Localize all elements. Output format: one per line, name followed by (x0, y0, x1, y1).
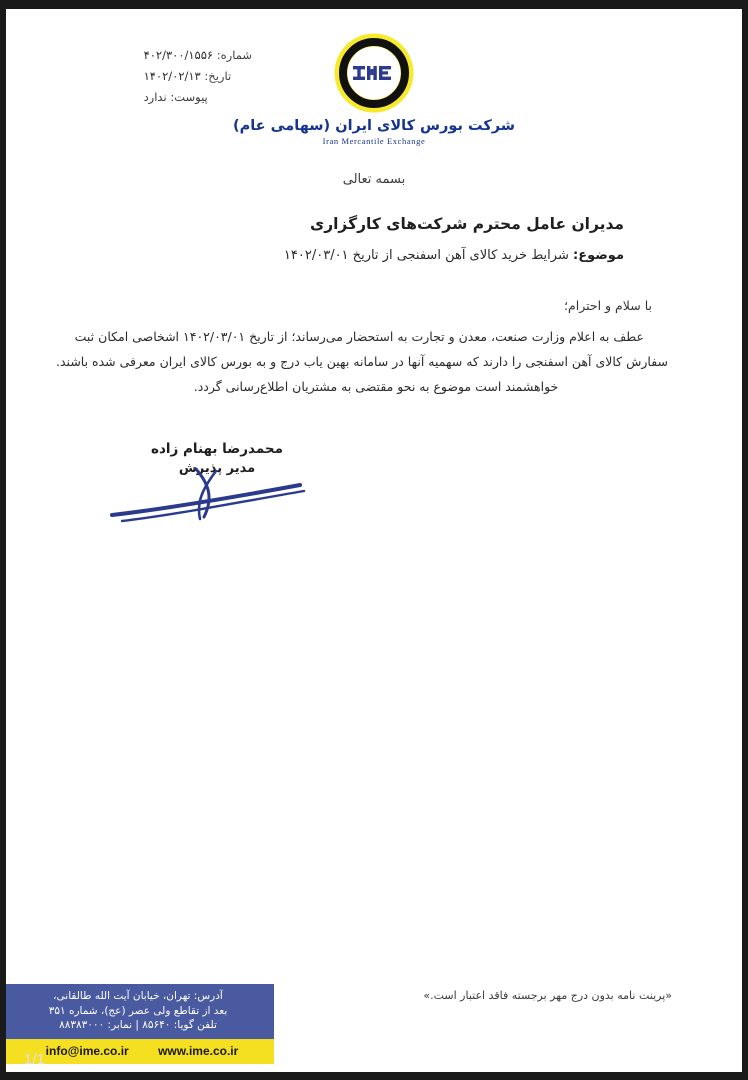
addressee-line: مدیران عامل محترم شرکت‌های کارگزاری (309, 215, 624, 233)
phone-fax-line: تلفن گویا: ۸۵۶۴۰ | نمابر: ۸۸۳۸۳۰۰۰ (59, 1019, 217, 1031)
subject-value: شرایط خرید کالای آهن اسفنجی از تاریخ ۱۴۰۲/۰۳/۰۱ (283, 248, 569, 263)
subject-label: موضوع: (573, 248, 624, 263)
footer-address (6, 984, 274, 1039)
body-line: خواهشمند است موضوع به نحو مقتضی به مشتریان اطلاع‌رسانی گردد. (193, 379, 559, 394)
subject-line (284, 248, 624, 263)
signature-block (112, 439, 322, 479)
footer-email[interactable]: info@ime.co.ir (45, 1043, 129, 1058)
ime-ring-icon (332, 31, 416, 115)
letter-number-label: شماره: (216, 48, 252, 62)
body-line: عطف به اعلام وزارت صنعت، معدن و تجارت به استحضار می‌رساند؛ از تاریخ ۱۴۰۲/۰۳/۰۱ اشخاصی امکان ثبت (74, 329, 644, 344)
letter-date-value: ۱۴۰۲/۰۲/۱۳ (143, 69, 201, 83)
letter-number-value: ۴۰۲/۳۰۰/۱۵۵۶ (143, 48, 214, 62)
basmala-line: بسمه تعالی (342, 172, 406, 187)
footer-website[interactable]: www.ime.co.ir (158, 1043, 239, 1058)
address-line: آدرس: تهران، خیابان آیت الله طالقانی، (53, 990, 223, 1002)
letter-date-label: تاریخ: (204, 69, 232, 83)
letter-body (56, 324, 668, 399)
company-name-en: Iran Mercantile Exchange (322, 136, 426, 146)
company-logo-block (6, 31, 742, 146)
signatory-name: محمدرضا بهنام زاده (151, 441, 283, 457)
signatory-title: مدیر پذیرش (178, 461, 256, 476)
letter-sheet (6, 9, 742, 1072)
footer-contact-block (6, 984, 274, 1064)
print-validity-note: «پرینت نامه بدون درج مهر برجسته فاقد اعتبار است.» (423, 989, 672, 1002)
body-line: سفارش کالای آهن اسفنجی را دارند که سهمیه آنها در سامانه بهین یاب درج و به بورس کالای ایران معرفی شده باشند. (56, 354, 668, 369)
address-line: بعد از تقاطع ولی عصر (عج)، شماره ۳۵۱ (48, 1004, 228, 1017)
footer-web-strip (6, 1039, 274, 1064)
salutation-line: با سلام و احترام؛ (564, 298, 652, 313)
attachment-note: پیوست: ندارد (143, 90, 208, 104)
company-name-fa: شرکت بورس کالای ایران (سهامی عام) (232, 118, 516, 134)
page-indicator: 1/1 (24, 1051, 45, 1068)
